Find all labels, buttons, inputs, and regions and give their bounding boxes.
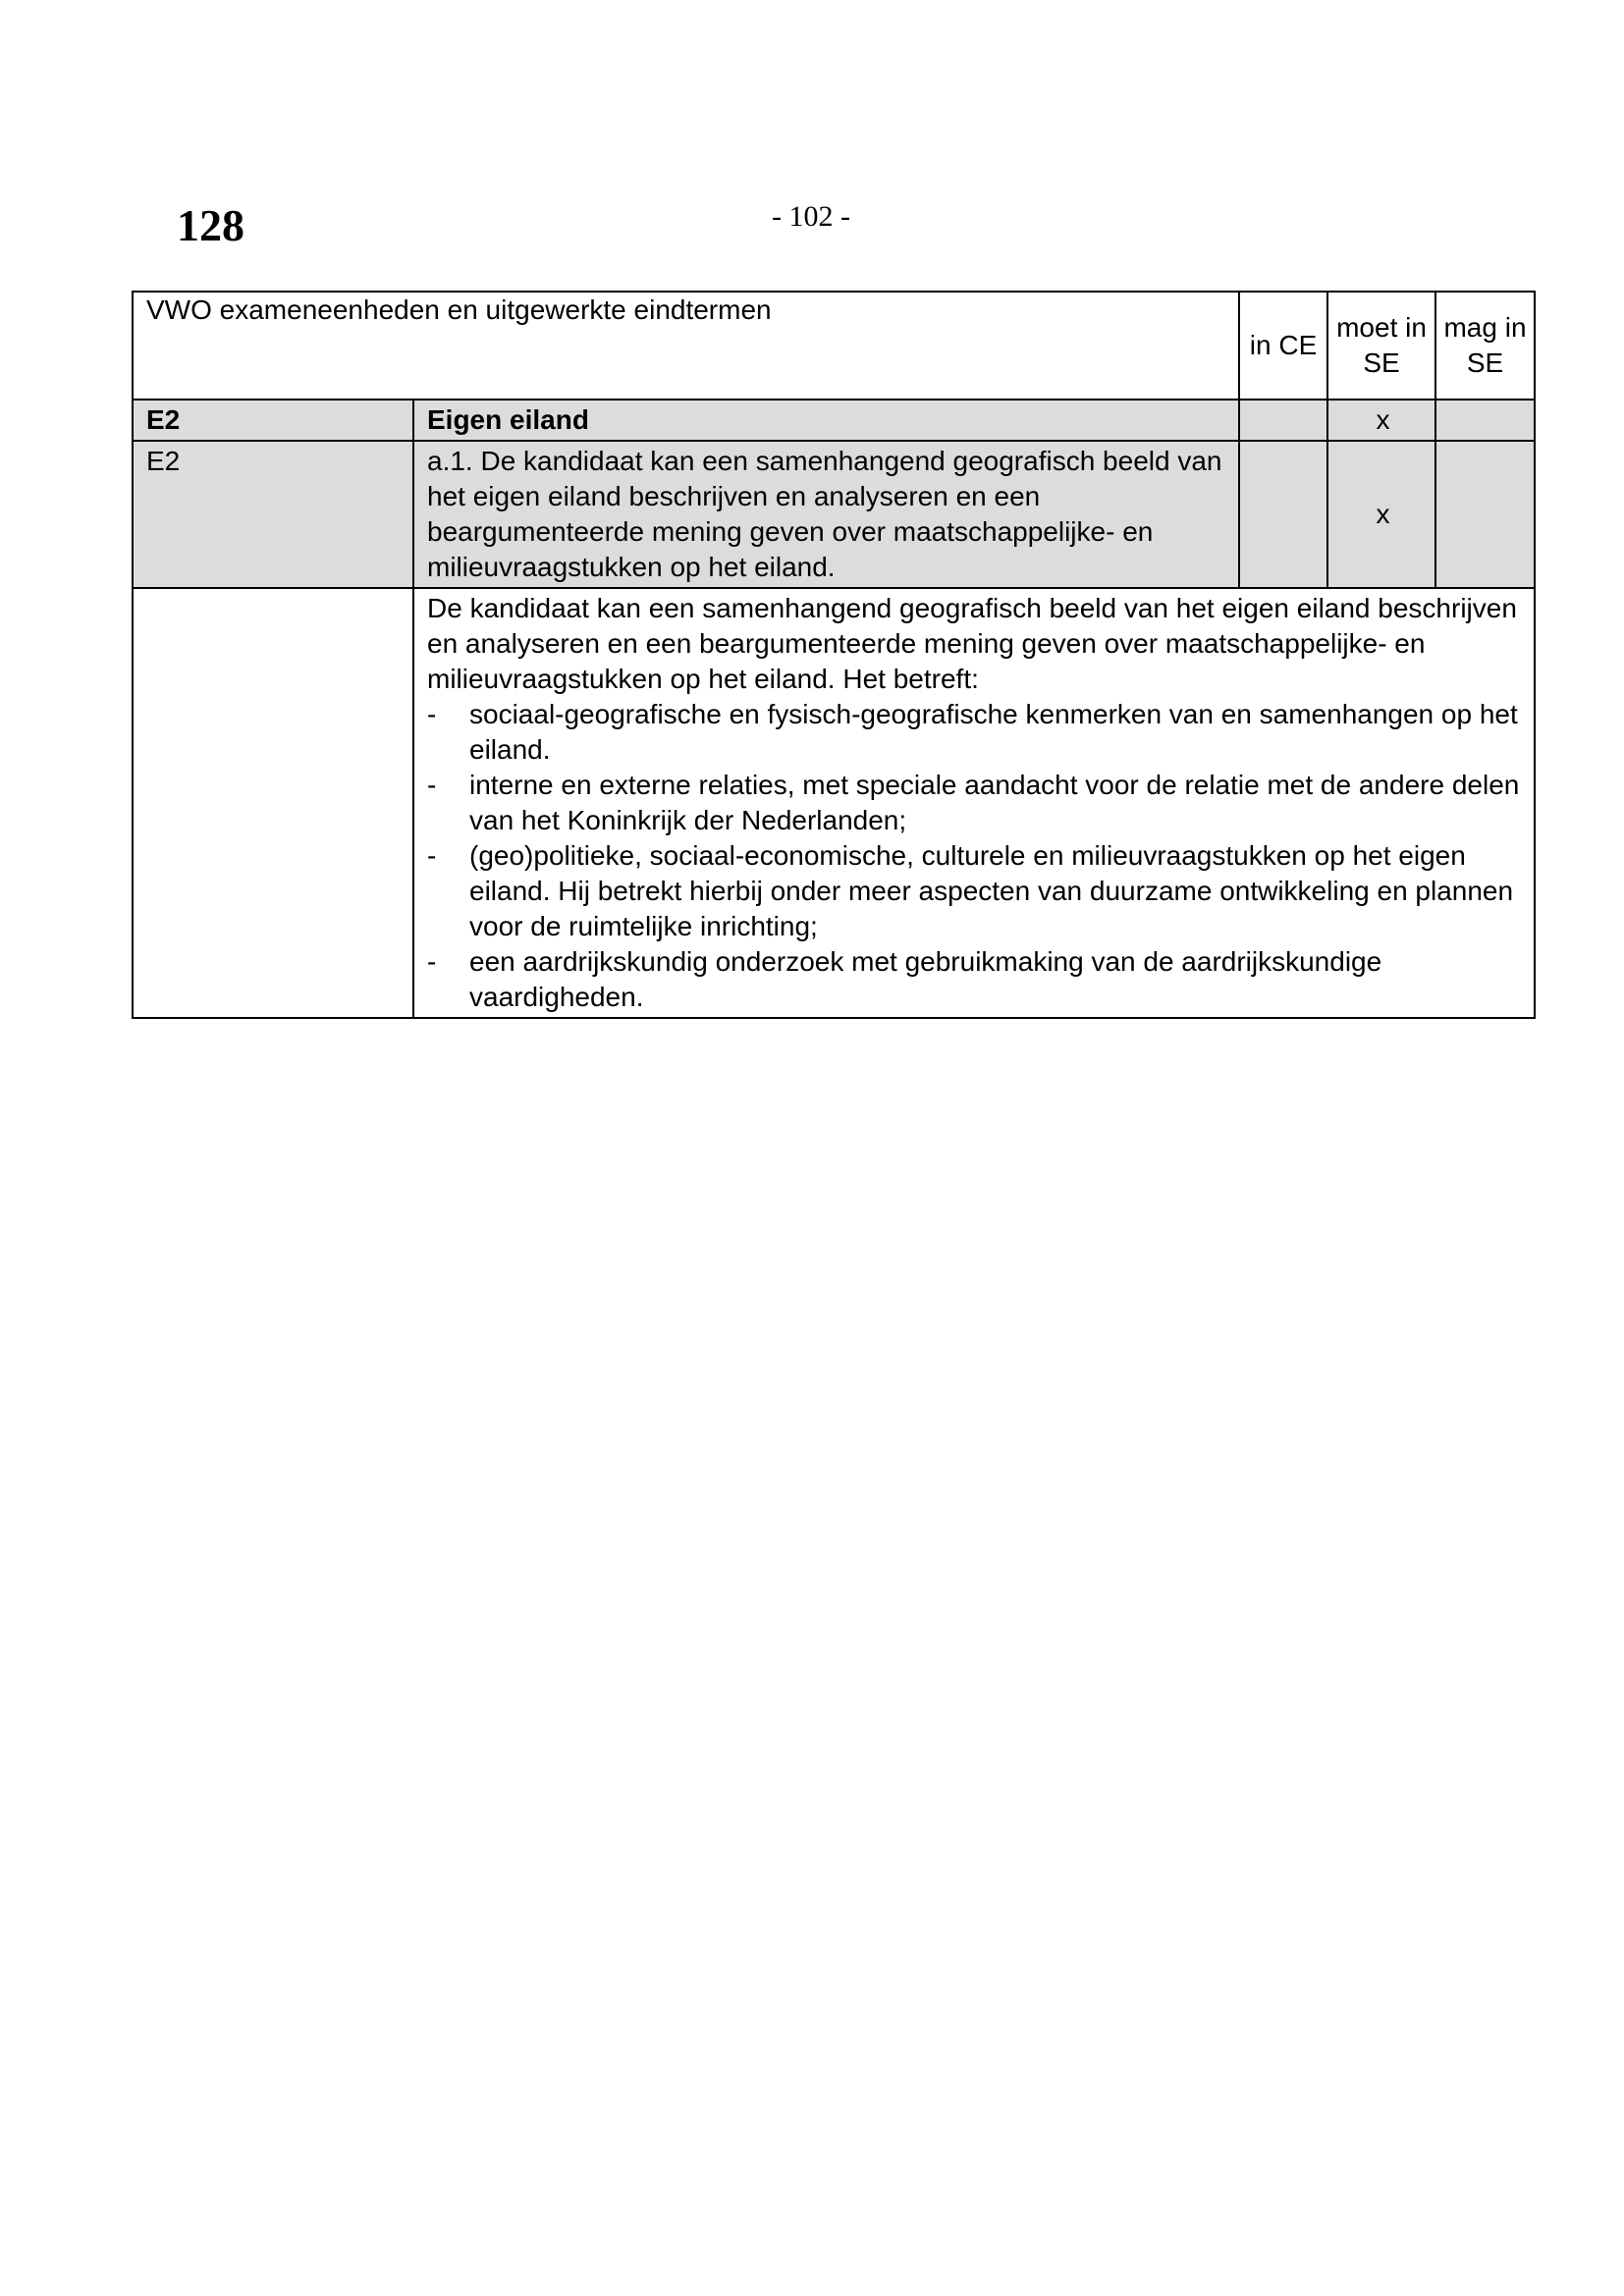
row-term-text: a.1. De kandidaat kan een samenhangend geografisch beeld van het eigen eiland beschrijven en analyseren en een beargumenteerde mening geven over maatschappelijke- en milieuvraagstukken op het eiland. bbox=[413, 441, 1239, 588]
row-term-moet-in-se: x bbox=[1327, 441, 1435, 588]
col-header-moet-in-se: moet in SE bbox=[1327, 292, 1435, 400]
col-header-mag-in-se: mag in SE bbox=[1435, 292, 1535, 400]
row-heading-title: Eigen eiland bbox=[413, 400, 1239, 441]
bullet-dash: - bbox=[427, 840, 437, 871]
list-item-text: (geo)politieke, sociaal-economische, culturele en milieuvraagstukken op het eigen eiland. Hij betrekt hierbij onder meer aspecten van duurzame ontwikkeling en plannen voor de ruimtelijke inrichting; bbox=[469, 840, 1514, 941]
table-title: VWO exameneenheden en uitgewerkte eindtermen bbox=[133, 292, 1239, 400]
list-item-text: interne en externe relaties, met speciale aandacht voor de relatie met de andere delen van het Koninkrijk der Nederlanden; bbox=[469, 770, 1520, 835]
row-detail-code-empty bbox=[133, 588, 413, 1018]
page-number-left: 128 bbox=[177, 200, 244, 250]
row-term-code: E2 bbox=[133, 441, 413, 588]
page-number-center: - 102 - bbox=[772, 200, 850, 233]
list-item bbox=[427, 768, 1524, 838]
list-item bbox=[427, 944, 1524, 1015]
row-heading-in-ce bbox=[1239, 400, 1327, 441]
row-heading-moet-in-se: x bbox=[1327, 400, 1435, 441]
table-row-heading bbox=[133, 400, 1535, 441]
table-header-row bbox=[133, 292, 1535, 400]
list-item bbox=[427, 697, 1524, 768]
detail-bullet-list bbox=[427, 697, 1524, 1015]
row-detail-content bbox=[413, 588, 1535, 1018]
row-term-mag-in-se bbox=[1435, 441, 1535, 588]
table-row-detail bbox=[133, 588, 1535, 1018]
bullet-dash: - bbox=[427, 946, 437, 977]
bullet-dash: - bbox=[427, 770, 437, 800]
row-heading-code: E2 bbox=[133, 400, 413, 441]
eindtermen-table bbox=[132, 291, 1536, 1019]
list-item-text: een aardrijkskundig onderzoek met gebruikmaking van de aardrijkskundige vaardigheden. bbox=[469, 946, 1382, 1012]
bullet-dash: - bbox=[427, 699, 437, 729]
row-term-in-ce bbox=[1239, 441, 1327, 588]
table-row-term bbox=[133, 441, 1535, 588]
list-item-text: sociaal-geografische en fysisch-geografische kenmerken van en samenhangen op het eiland. bbox=[469, 699, 1518, 765]
list-item bbox=[427, 838, 1524, 944]
col-header-in-ce: in CE bbox=[1239, 292, 1327, 400]
row-heading-mag-in-se bbox=[1435, 400, 1535, 441]
detail-intro: De kandidaat kan een samenhangend geografisch beeld van het eigen eiland beschrijven en analyseren en een beargumenteerde mening geven over maatschappelijke- en milieuvraagstukken op het eiland. Het betreft: bbox=[427, 593, 1517, 694]
